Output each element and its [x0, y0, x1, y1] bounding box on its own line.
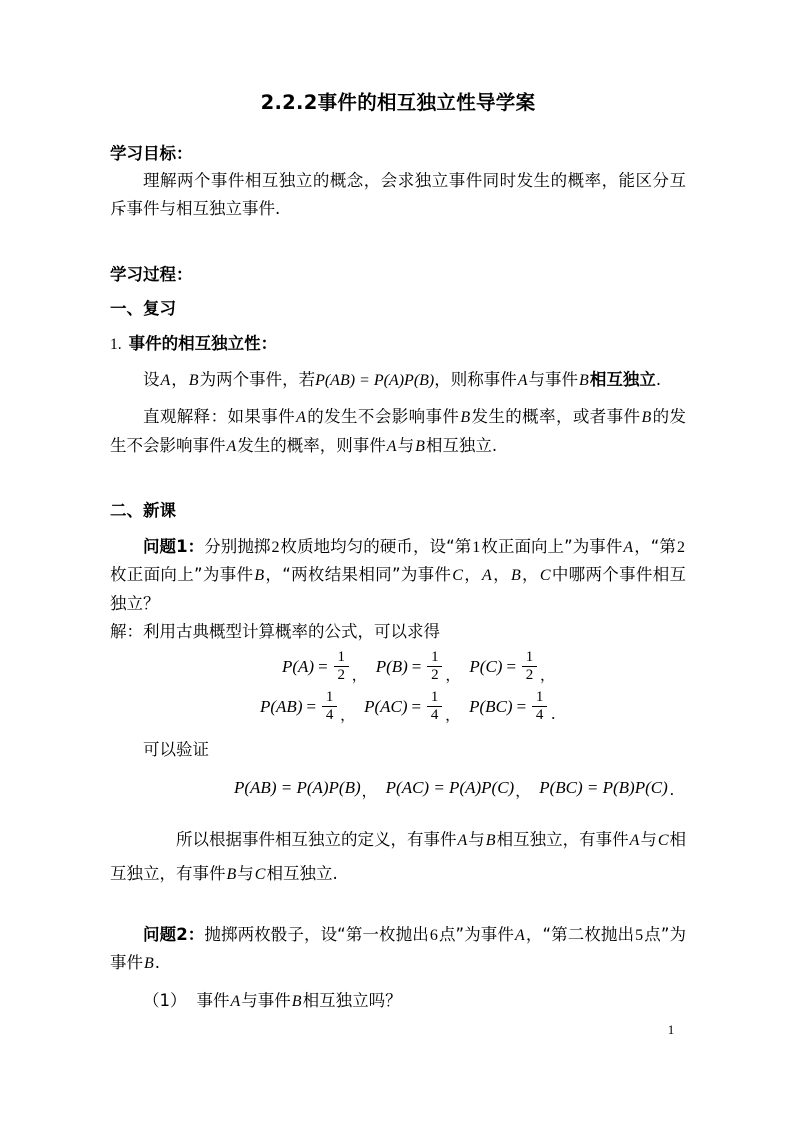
concl-t1: 所以根据事件相互独立的定义，有事件: [176, 829, 457, 849]
eq1-lhs-1: P(A): [282, 656, 315, 676]
p1-var-c2: C: [539, 567, 551, 585]
eq1-sep-1: ，: [351, 665, 367, 684]
eq2-item-2: [364, 690, 444, 723]
intuitive-t1: 直观解释：如果事件: [143, 407, 296, 427]
eq1-lhs-3: P(C): [469, 656, 503, 676]
fraction-5: [427, 690, 442, 723]
eq2-item-1: [260, 690, 339, 723]
eq2-sep-3: .: [551, 703, 556, 723]
verify-label: 可以验证: [143, 739, 209, 759]
def-mid: 为两个事件，若: [199, 369, 316, 389]
fraction-1-numerator: 1: [337, 648, 345, 665]
eq1-rel-3: =: [506, 656, 517, 676]
def-formula: P(AB) = P(A)P(B): [315, 371, 435, 389]
p1-t7: ，: [463, 565, 482, 585]
process-heading: 学习过程：: [110, 264, 193, 284]
p2-t1: 抛掷两枚骰子，设“第一枚抛出: [204, 924, 429, 944]
p1-var-a: A: [623, 538, 634, 556]
eq2-rel-1: =: [306, 696, 317, 716]
p2-t4: 点”为事件: [110, 924, 686, 973]
fraction-3-numerator: 1: [525, 648, 534, 665]
problem1-solution-label: 解：利用古典概型计算概率的公式，可以求得: [110, 622, 440, 642]
eq2-rel-2: =: [411, 696, 422, 716]
p1-var-b: B: [254, 567, 265, 585]
document-content: [110, 88, 686, 1016]
problem2-question-1: [110, 987, 686, 1016]
fraction-1: [334, 650, 349, 683]
problem1-label: 问题1：: [143, 536, 205, 556]
page-number: 1: [667, 1022, 675, 1037]
item1-definition: [143, 366, 686, 395]
concl-var-a: A: [457, 831, 468, 849]
equation-row-2: [260, 687, 686, 727]
q1-var-b: B: [291, 993, 302, 1010]
eq1-item-1: [282, 650, 351, 683]
fraction-6: [532, 690, 547, 723]
concl-var-b2: B: [226, 865, 237, 883]
fraction-5-numerator: 1: [430, 688, 439, 705]
eq2-lhs-1: P(AB): [260, 696, 303, 716]
intuitive-var-a: A: [296, 409, 306, 427]
def-var-a2: A: [517, 371, 528, 389]
p2-t2: 点”为事件: [438, 924, 514, 944]
eq2-item-3: [469, 690, 549, 723]
problem2-label: 问题2：: [143, 924, 205, 944]
p1-t2: 枚质地均匀的硬币，设“第: [280, 536, 472, 556]
q1-t3: 相互独立吗？: [302, 991, 402, 1010]
fraction-2: [427, 650, 442, 683]
def-then: ，则称事件: [434, 369, 517, 389]
item1-number: 1.: [110, 335, 122, 353]
p2-var-b: B: [144, 955, 154, 973]
intuitive-var-a3: A: [386, 437, 397, 455]
eq3-sep-3: .: [669, 779, 675, 799]
p1-t4: ，“第: [634, 536, 676, 556]
eq1-rel-2: =: [411, 656, 422, 676]
p1-n2: 1: [472, 538, 481, 556]
p2-n1: 6: [429, 926, 438, 944]
fraction-4: [322, 690, 337, 723]
intuitive-var-b3: B: [415, 437, 425, 455]
def-bold-term: 相互独立: [589, 369, 656, 389]
equation-row-1: [282, 647, 686, 687]
eq1-sep-2: ，: [445, 665, 461, 684]
fraction-6-denominator: 4: [535, 706, 544, 723]
problem1-conclusion: [110, 823, 686, 891]
intuitive-t5: 发生的概率，则事件: [237, 435, 386, 455]
eq3-sep-1: ，: [361, 781, 377, 800]
p2-t5: .: [154, 953, 161, 973]
p1-var-a2: A: [482, 567, 492, 585]
def-var-a: A: [160, 371, 171, 389]
fraction-3-denominator: 2: [525, 666, 534, 683]
eq3-item-1: P(AB) = P(A)P(B): [234, 777, 361, 797]
item1-title: 事件的相互独立性：: [128, 333, 278, 353]
fraction-4-numerator: 1: [325, 688, 334, 705]
eq2-lhs-2: P(AC): [364, 696, 408, 716]
intuitive-var-a2: A: [226, 437, 237, 455]
concl-var-b: B: [485, 831, 496, 849]
concl-t6: 与: [237, 863, 254, 883]
concl-var-a2: A: [629, 831, 640, 849]
q1-number: （1）: [143, 991, 187, 1010]
intuitive-t7: 相互独立.: [425, 435, 498, 455]
def-var-b2: B: [579, 371, 589, 389]
intuitive-var-b: B: [460, 409, 471, 427]
p1-t3: 枚正面向上”为事件: [481, 536, 623, 556]
fraction-3: [522, 650, 537, 683]
p1-t10: 中哪两个事件相互独立？: [110, 565, 687, 613]
eq1-rel-1: =: [318, 656, 328, 676]
eq1-lhs-2: P(B): [375, 656, 408, 676]
concl-var-c: C: [657, 831, 669, 849]
concl-t7: 相互独立.: [266, 863, 338, 883]
def-with: 与事件: [528, 369, 579, 389]
p2-var-a: A: [515, 926, 525, 944]
section-two-heading: 二、新课: [110, 501, 176, 521]
fraction-5-denominator: 4: [430, 706, 439, 723]
eq1-item-3: [469, 650, 539, 683]
intuitive-explanation: [110, 403, 686, 460]
eq1-sep-3: ，: [540, 665, 556, 684]
concl-t2: 与: [468, 829, 485, 849]
item1-heading: [110, 331, 686, 357]
eq2-lhs-3: P(BC): [469, 696, 513, 716]
p1-n3: 2: [676, 538, 685, 556]
concl-t5: 相互独立，有事件: [110, 829, 687, 883]
p1-var-b2: B: [510, 567, 521, 585]
objective-body: 理解两个事件相互独立的概念，会求独立事件同时发生的概率，能区分互斥事件与相互独立事件.: [110, 170, 686, 219]
p2-t3: ，“第二枚抛出: [525, 924, 635, 944]
concl-t3: 相互独立，有事件: [496, 829, 629, 849]
intuitive-var-b2: B: [641, 409, 652, 427]
fraction-4-denominator: 4: [325, 706, 334, 723]
intuitive-t3: 发生的概率，或者事件: [471, 407, 641, 427]
def-comma: ，: [171, 369, 188, 389]
concl-t4: 与: [640, 829, 657, 849]
p1-t8: ，: [492, 565, 510, 585]
fraction-2-denominator: 2: [431, 666, 439, 683]
page-title: 2.2.2事件的相互独立性导学案: [260, 91, 536, 114]
section-one-heading: 一、复习: [110, 299, 176, 319]
intuitive-t4: 的发生不会影响事件: [110, 407, 687, 455]
problem1-statement: [110, 533, 686, 618]
p1-var-c: C: [452, 567, 463, 585]
eq3-sep-2: ，: [515, 781, 531, 800]
p1-t1: 分别抛掷: [204, 536, 271, 556]
concl-var-c2: C: [254, 865, 266, 883]
eq3-item-2: P(AC) = P(A)P(C): [385, 777, 515, 797]
intuitive-t2: 的发生不会影响事件: [306, 407, 460, 427]
eq2-sep-1: ，: [340, 705, 356, 724]
p1-t6: ，“两枚结果相同”为事件: [265, 565, 452, 585]
problem2-statement: [110, 921, 686, 978]
q1-t1: 事件: [196, 991, 230, 1010]
q1-var-a: A: [230, 993, 241, 1010]
intuitive-t6: 与: [397, 435, 415, 455]
def-end: .: [655, 369, 662, 389]
eq3-item-3: P(BC) = P(B)P(C): [539, 777, 668, 797]
eq1-item-2: [376, 650, 445, 683]
equation-row-3: [234, 773, 686, 803]
p1-t9: ，: [521, 565, 539, 585]
q1-t2: 与事件: [241, 991, 291, 1010]
def-pre: 设: [143, 369, 160, 389]
eq2-sep-2: ，: [445, 705, 461, 724]
p1-n1: 2: [271, 538, 280, 556]
eq2-rel-3: =: [516, 696, 527, 716]
fraction-1-denominator: 2: [337, 666, 345, 683]
objective-heading: 学习目标：: [110, 144, 193, 164]
fraction-2-numerator: 1: [431, 648, 439, 665]
p1-t5: 枚正面向上”为事件: [110, 565, 254, 585]
p2-n2: 5: [635, 926, 644, 944]
fraction-6-numerator: 1: [535, 688, 544, 705]
def-var-b: B: [188, 371, 199, 389]
